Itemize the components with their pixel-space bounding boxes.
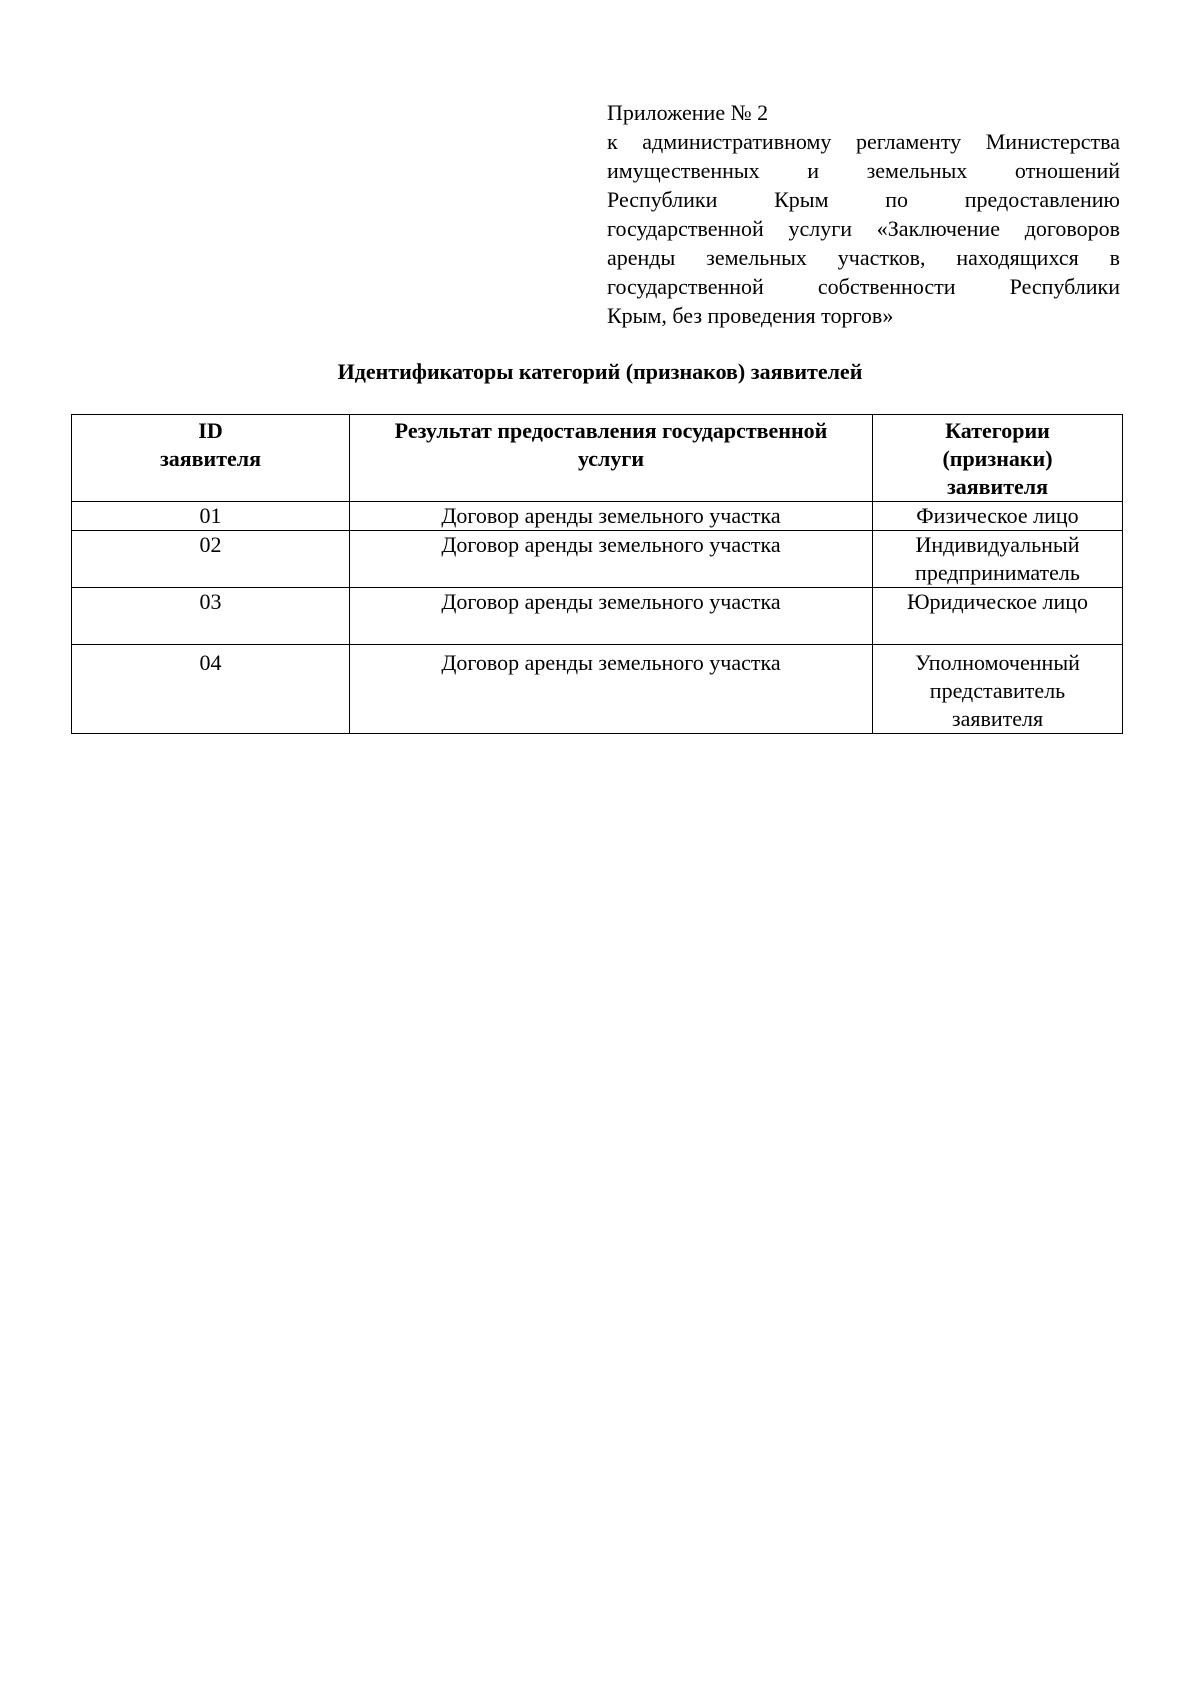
header-result-line: Результат предоставления государственной	[394, 418, 828, 443]
table-header-row	[72, 415, 1123, 502]
cell-id: 04	[72, 645, 350, 734]
annex-line: к административному регламенту Министерства	[607, 129, 1120, 154]
cell-category-line: Уполномоченный	[915, 650, 1080, 675]
table-row	[72, 531, 1123, 588]
cell-category	[873, 588, 1123, 645]
header-result-line: услуги	[577, 446, 645, 471]
header-id	[72, 415, 350, 502]
applicant-id-table	[71, 414, 1123, 734]
annex-line: государственной услуги «Заключение договоров	[607, 216, 1120, 241]
cell-category-line: Физическое лицо	[916, 503, 1079, 528]
header-category-line: заявителя	[946, 474, 1049, 499]
cell-id: 01	[72, 502, 350, 531]
cell-category	[873, 645, 1123, 734]
header-category	[873, 415, 1123, 502]
cell-result: Договор аренды земельного участка	[350, 531, 873, 588]
document-heading: Идентификаторы категорий (признаков) заявителей	[337, 359, 863, 384]
cell-category-line: Юридическое лицо	[906, 589, 1089, 614]
header-id-line: заявителя	[159, 446, 262, 471]
annex-line: Республики Крым по предоставлению	[607, 187, 1120, 212]
cell-category	[873, 502, 1123, 531]
cell-category	[873, 531, 1123, 588]
annex-body	[607, 127, 1120, 330]
cell-category-line: заявителя	[951, 706, 1044, 731]
header-id-line: ID	[198, 418, 223, 443]
cell-result: Договор аренды земельного участка	[350, 645, 873, 734]
cell-category-line: предприниматель	[915, 560, 1080, 585]
header-category-line: (признаки)	[942, 446, 1053, 471]
cell-id: 03	[72, 588, 350, 645]
annex-line: Крым, без проведения торгов»	[607, 303, 894, 328]
cell-category-line: представитель	[929, 678, 1066, 703]
table-row	[72, 645, 1123, 734]
cell-id: 02	[72, 531, 350, 588]
annex-line: имущественных и земельных отношений	[607, 158, 1120, 183]
annex-line: аренды земельных участков, находящихся в	[607, 245, 1120, 270]
table-row	[72, 502, 1123, 531]
table-row	[72, 588, 1123, 645]
annex-title: Приложение № 2	[607, 100, 769, 125]
cell-result: Договор аренды земельного участка	[350, 588, 873, 645]
header-result	[350, 415, 873, 502]
cell-category-line: Индивидуальный	[915, 532, 1080, 557]
header-category-line: Категории	[945, 418, 1050, 443]
annex-block	[607, 98, 1120, 330]
cell-result: Договор аренды земельного участка	[350, 502, 873, 531]
annex-line: государственной собственности Республики	[607, 274, 1120, 299]
